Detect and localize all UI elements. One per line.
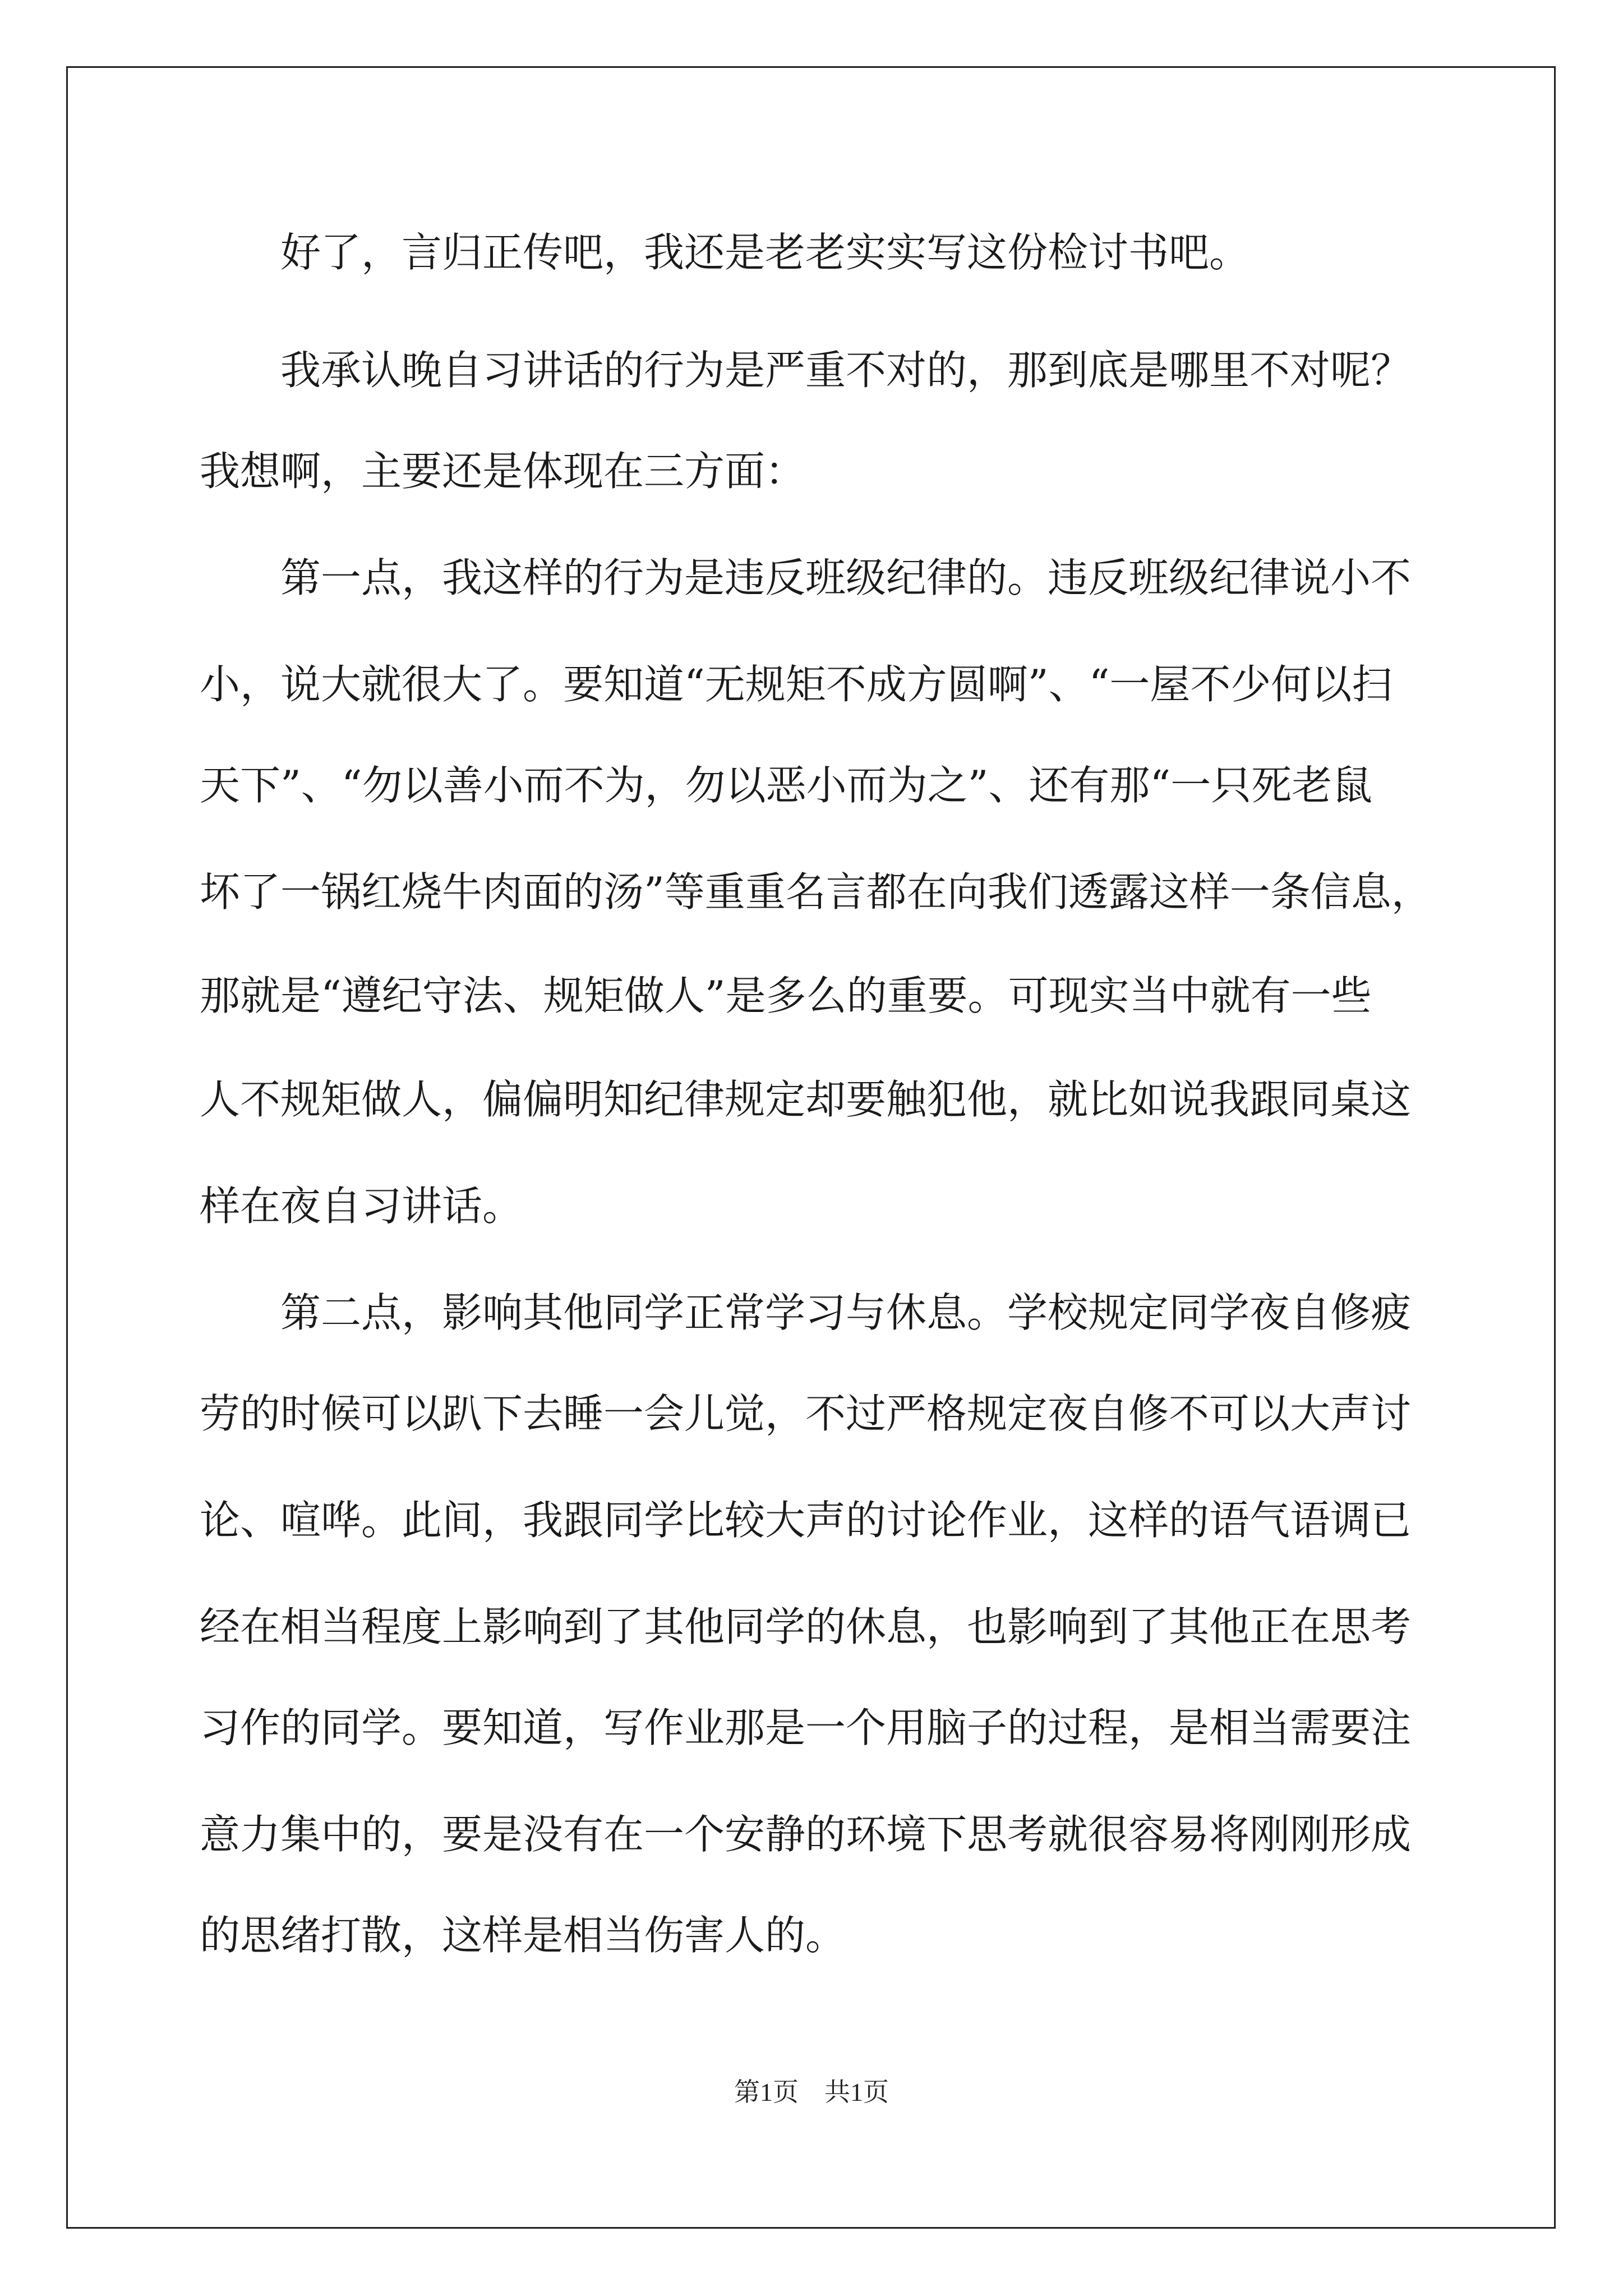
paragraph-3-line-4: 坏了一锅红烧牛肉面的汤”等重重名言都在向我们透露这样一条信息， xyxy=(200,868,1432,915)
paragraph-4-line-2: 劳的时候可以趴下去睡一会儿觉，不过严格规定夜自修不可以大声讨 xyxy=(200,1390,1412,1437)
paragraph-3-line-7: 样在夜自习讲话。 xyxy=(200,1182,523,1230)
paragraph-3-line-3: 天下”、“勿以善小而不为，勿以恶小而为之”、还有那“一只死老鼠 xyxy=(200,762,1373,809)
paragraph-2-line-1: 我承认晚自习讲话的行为是严重不对的，那到底是哪里不对呢？ xyxy=(280,347,1412,394)
paragraph-3-line-2: 小，说大就很大了。要知道“无规矩不成方圆啊”、“一屋不少何以扫 xyxy=(200,661,1393,708)
paragraph-4-line-4: 经在相当程度上影响到了其他同学的休息，也影响到了其他正在思考 xyxy=(200,1603,1412,1650)
paragraph-3-line-1: 第一点，我这样的行为是违反班级纪律的。违反班级纪律说小不 xyxy=(280,554,1412,601)
paragraph-3-line-6: 人不规矩做人，偏偏明知纪律规定却要触犯他，就比如说我跟同桌这 xyxy=(200,1076,1412,1123)
paragraph-4-line-3: 论、喧哗。此间，我跟同学比较大声的讨论作业，这样的语气语调已 xyxy=(200,1497,1412,1544)
paragraph-3-line-5: 那就是“遵纪守法、规矩做人”是多么的重要。可现实当中就有一些 xyxy=(200,972,1372,1019)
paragraph-4-line-1: 第二点，影响其他同学正常学习与休息。学校规定同学夜自修疲 xyxy=(280,1289,1412,1336)
paragraph-4-line-6: 意力集中的，要是没有在一个安静的环境下思考就很容易将刚刚形成 xyxy=(200,1811,1412,1858)
paragraph-1-line-1: 好了，言归正传吧，我还是老老实实写这份检讨书吧。 xyxy=(280,229,1250,276)
page-number-footer: 第1页 共1页 xyxy=(734,2078,889,2106)
paragraph-2-line-2: 我想啊，主要还是体现在三方面： xyxy=(200,448,806,495)
paragraph-4-line-5: 习作的同学。要知道，写作业那是一个用脑子的过程，是相当需要注 xyxy=(200,1704,1412,1751)
paragraph-4-line-7: 的思绪打散，这样是相当伤害人的。 xyxy=(200,1912,846,1959)
